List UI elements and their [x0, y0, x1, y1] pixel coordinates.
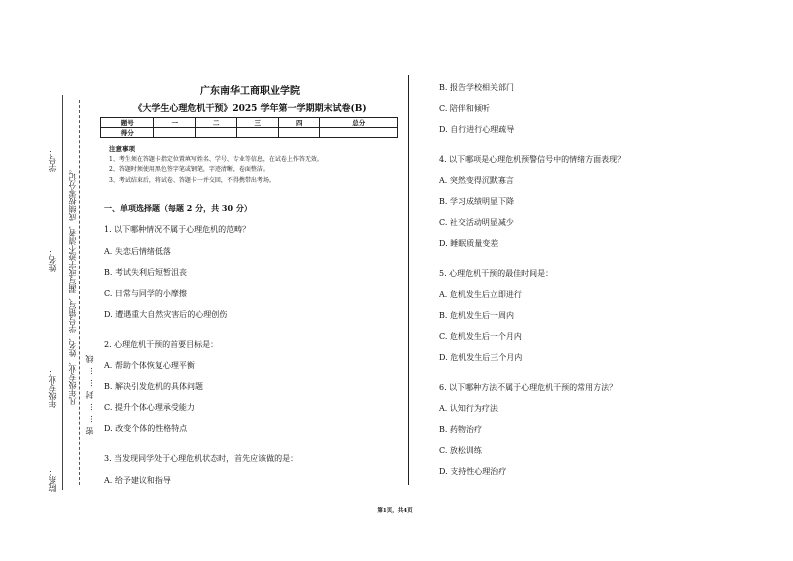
- column-divider: [408, 75, 409, 485]
- option: D. 遭遇重大自然灾害后的心理创伤: [104, 310, 228, 319]
- score-cell[interactable]: [320, 128, 398, 138]
- page-number: 第1页，共4页: [377, 508, 413, 514]
- option: C. 放松训练: [439, 446, 482, 455]
- score-header-cell: 四: [278, 118, 320, 128]
- option: A. 给予建议和指导: [104, 476, 171, 485]
- school-name: 广东南华工商职业学院: [200, 86, 300, 97]
- option: A. 危机发生后立即进行: [439, 290, 522, 299]
- option: A. 帮助个体恢复心理平衡: [104, 361, 195, 370]
- notes-title: 注意事项: [109, 145, 135, 153]
- option: B. 危机发生后一周内: [439, 311, 514, 320]
- exam-notes: [109, 144, 404, 186]
- student-id-label: 学号：: [48, 148, 57, 172]
- score-header-cell: 题号: [101, 118, 154, 128]
- score-header-cell: 二: [195, 118, 237, 128]
- option: B. 解决引发危机的具体问题: [104, 382, 203, 391]
- score-table-header-row: [101, 118, 398, 128]
- binding-warning: 凡年级专业、姓名、学号错写、漏写或字迹不清者，成绩按零分记。: [68, 165, 77, 405]
- option: D. 支持性心理治疗: [439, 467, 507, 476]
- score-table-score-row: [101, 128, 398, 138]
- option: B. 考试失利后短暂沮丧: [104, 268, 187, 277]
- college-label: 院系：: [48, 468, 57, 492]
- seal-text: 密……封……线: [85, 351, 94, 435]
- question-stem: 2. 心理危机干预的首要目标是：: [104, 340, 219, 349]
- option: A. 突然变得沉默寡言: [439, 176, 514, 185]
- score-table: [100, 117, 398, 138]
- score-cell[interactable]: [237, 128, 279, 138]
- notes-item: 2、答题时须使用黑色签字笔或钢笔，字迹清晰，卷面整洁。: [109, 166, 269, 173]
- option: D. 改变个体的性格特点: [104, 424, 188, 433]
- option: C. 危机发生后一个月内: [439, 332, 522, 341]
- exam-title: 《大学生心理危机干预》2025 学年第一学期期末试卷(B): [133, 104, 367, 114]
- option: A. 认知行为疗法: [439, 404, 498, 413]
- notes-item: 3、考试结束后，将试卷、答题卡一并交回，不得携带出考场。: [109, 176, 275, 184]
- score-header-cell: 一: [154, 118, 196, 128]
- option: B. 学习成绩明显下降: [439, 197, 514, 206]
- option: D. 危机发生后三个月内: [439, 353, 523, 362]
- score-header-cell: 总分: [320, 118, 398, 128]
- option: B. 药物治疗: [439, 425, 482, 434]
- option: C. 社交活动明显减少: [439, 218, 514, 227]
- option: B. 报告学校相关部门: [439, 83, 514, 92]
- class-major-label: 年级专业：: [48, 368, 57, 408]
- score-header-cell: 三: [237, 118, 279, 128]
- score-row-label: 得分: [101, 128, 154, 138]
- option: D. 睡眠质量变差: [439, 239, 499, 248]
- question-stem: 3. 当发现同学处于心理危机状态时，首先应该做的是：: [104, 454, 299, 463]
- question-stem: 4. 以下哪项是心理危机预警信号中的情绪方面表现？: [439, 155, 626, 164]
- inner-seal-line: [62, 95, 63, 490]
- question-stem: 6. 以下哪种方法不属于心理危机干预的常用方法？: [439, 383, 618, 392]
- name-label: 姓名：: [48, 248, 57, 272]
- option: C. 陪伴和倾听: [439, 104, 490, 113]
- question-stem: 1. 以下哪种情况不属于心理危机的范畴？: [104, 225, 251, 234]
- score-cell[interactable]: [195, 128, 237, 138]
- question-stem: 5. 心理危机干预的最佳时间是：: [439, 269, 554, 278]
- option: C. 提升个体心理承受能力: [104, 403, 195, 412]
- option: C. 日常与同学的小摩擦: [104, 289, 187, 298]
- section-heading: 一、单项选择题（每题 2 分，共 30 分）: [104, 203, 252, 213]
- notes-item: 1、考生须在答题卡指定位置填写姓名、学号、专业等信息，在试卷上作答无效。: [109, 155, 323, 163]
- option: A. 失恋后情绪低落: [104, 247, 171, 256]
- option: D. 自行进行心理疏导: [439, 125, 515, 134]
- score-cell[interactable]: [154, 128, 196, 138]
- score-cell[interactable]: [278, 128, 320, 138]
- seal-line: [79, 100, 80, 485]
